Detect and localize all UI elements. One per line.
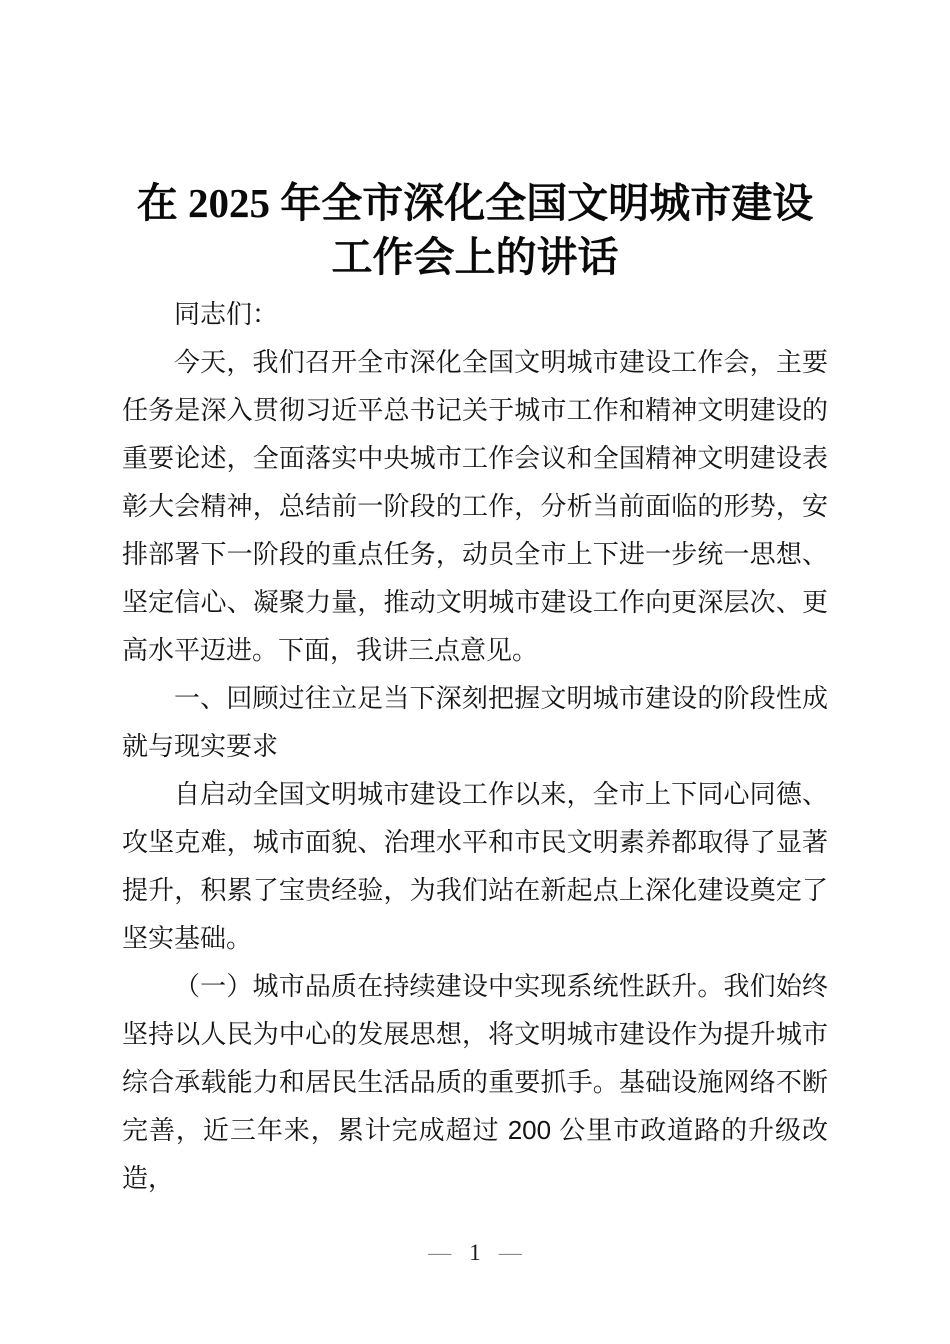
document-title-line-1: 在 2025 年全市深化全国文明城市建设 [136,180,814,226]
section-heading-1: 一、回顾过往立足当下深刻把握文明城市建设的阶段性成就与现实要求 [122,683,828,761]
page-number-dash-right: — [498,1240,522,1265]
paragraph-city-quality: （一）城市品质在持续建设中实现系统性跃升。我们始终坚持以人民为中心的发展思想，将文明城市建设作为提升城市综合承载能力和居民生活品质的重要抓手。基础设施网络不断完善，近三年来，累计完成超过 200 公里市政道路的升级改造， [122,971,828,1193]
paragraph-review: 自启动全国文明城市建设工作以来，全市上下同心同德、攻坚克难，城市面貌、治理水平和市民文明素养都取得了显著提升，积累了宝贵经验，为我们站在新起点上深化建设奠定了坚实基础。 [122,779,828,953]
page-number-dash-left: — [428,1240,452,1265]
page-footer [0,1240,950,1266]
salutation: 同志们： [174,299,279,329]
document-title-line-2: 工作会上的讲话 [331,234,619,280]
paragraph-intro: 今天，我们召开全市深化全国文明城市建设工作会，主要任务是深入贯彻习近平总书记关于城市工作和精神文明建设的重要论述，全面落实中央城市工作会议和全国精神文明建设表彰大会精神，总结前一阶段的工作，分析当前面临的形势，安排部署下一阶段的重点任务，动员全市上下进一步统一思想、坚定信心、凝聚力量，推动文明城市建设工作向更深层次、更高水平迈进。下面，我讲三点意见。 [122,347,828,665]
page-number: 1 [469,1240,481,1265]
document-title [122,176,828,284]
